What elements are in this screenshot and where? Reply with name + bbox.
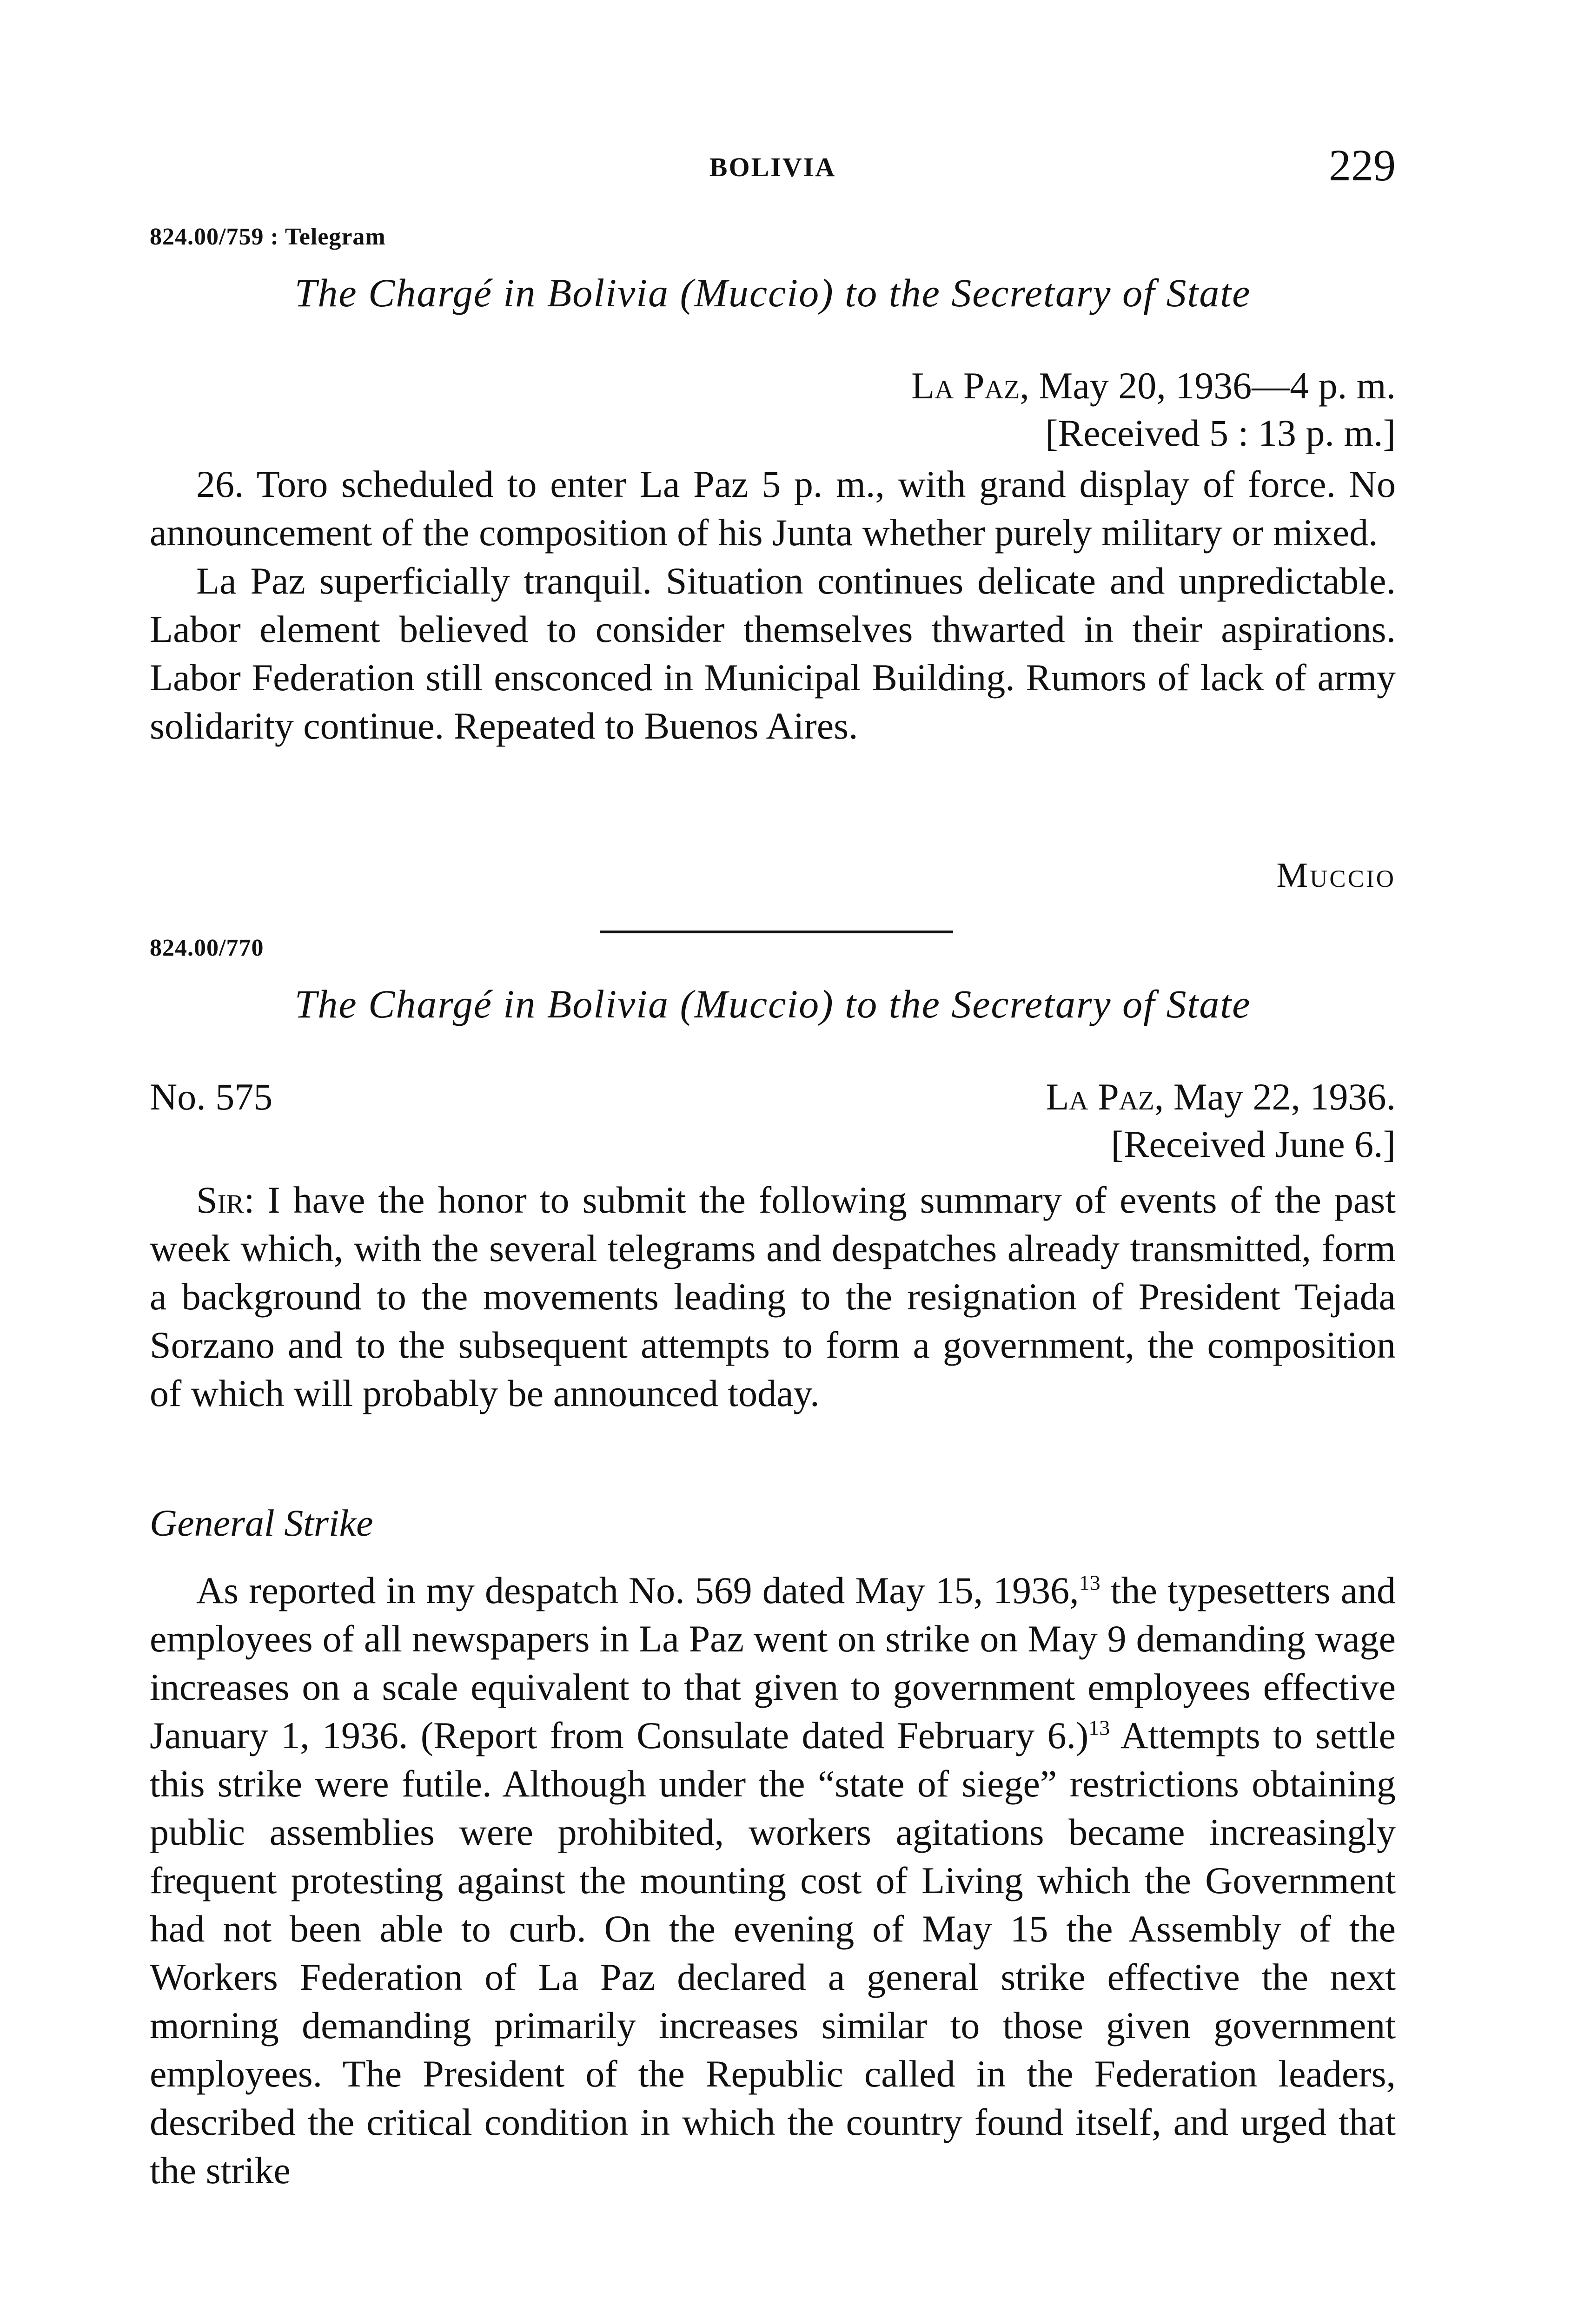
doc1-signature: Muccio [1276, 856, 1396, 895]
doc2-number: No. 575 [150, 1076, 273, 1118]
doc2-received: [Received June 6.] [1111, 1123, 1396, 1165]
doc1-body [150, 460, 1396, 750]
doc1-file-number: 824.00/759 : Telegram [150, 224, 386, 250]
doc2-body [150, 1566, 1396, 2195]
doc2-place: La Paz [1046, 1076, 1154, 1118]
doc1-place: La Paz [911, 364, 1020, 407]
footnote-ref: 13 [1088, 1716, 1110, 1740]
doc2-opening [150, 1176, 1396, 1418]
section-divider [600, 931, 953, 933]
footnote-ref: 13 [1079, 1571, 1100, 1595]
doc2-salutation: Sir [196, 1179, 244, 1221]
running-title: BOLIVIA [709, 152, 836, 182]
doc1-place-date [150, 363, 1396, 409]
doc2-paragraph-2 [150, 1566, 1396, 2195]
doc2-paragraph-2-part-c: Attempts to settle this strike were futile. Although under the “state of siege” restrictions obtaining public assemblies were prohibited, workers agitations became increasingly frequent protesting against the mounting cost of Living which the Government had not been able to curb. On the evening of May 15 the Assembly of the Workers Federation of La Paz declared a general strike effective the next morning demanding primarily increases similar to those given government employees. The President of the Republic called in the Federation leaders, described the critical condition in which the country found itself, and urged that the strike [150, 1714, 1396, 2192]
doc2-paragraph-1 [150, 1176, 1396, 1418]
running-head [150, 139, 1396, 195]
doc1-paragraph-2: La Paz superficially tranquil. Situation continues delicate and unpredictable. Labor element believed to consider themselves thwarted in their aspirations. Labor Federation still ensconced in Municipal Building. Rumors of lack of army solidarity continue. Repeated to Buenos Aires. [150, 560, 1396, 747]
doc2-title: The Chargé in Bolivia (Muccio) to the Secretary of State [294, 982, 1251, 1026]
doc2-file-number: 824.00/770 [150, 935, 264, 961]
doc1-date: , May 20, 1936—4 p. m. [1020, 364, 1396, 407]
doc1-paragraph-1: 26. Toro scheduled to enter La Paz 5 p. m., with grand display of force. No announcement of the composition of his Junta whether purely military or mixed. [150, 463, 1396, 554]
doc1-received: [Received 5 : 13 p. m.] [1045, 412, 1396, 454]
doc2-paragraph-2-part-a: As reported in my despatch No. 569 dated May 15, 1936, [196, 1569, 1079, 1611]
page-number: 229 [1329, 140, 1396, 190]
doc2-date: , May 22, 1936. [1154, 1076, 1396, 1118]
section-heading-general-strike: General Strike [150, 1502, 373, 1544]
doc2-paragraph-1-text: : I have the honor to submit the following summary of events of the past week which, with the several telegrams and despatches already transmitted, form a background to the movements leading to the resignation of President Tejada Sorzano and to the subsequent attempts to form a government, the composition of which will probably be announced today. [150, 1179, 1396, 1414]
doc2-paragraph-2-part-b: the typesetters and employees of all newspapers in La Paz went on strike on May 9 demanding wage increases on a scale equivalent to that given to government employees effective January 1, 1936. (Report from Consulate dated February 6.) [150, 1569, 1396, 1756]
doc2-number-date-row [150, 1074, 1396, 1120]
doc1-title: The Chargé in Bolivia (Muccio) to the Secretary of State [294, 271, 1251, 315]
doc2-place-date [1046, 1074, 1396, 1120]
